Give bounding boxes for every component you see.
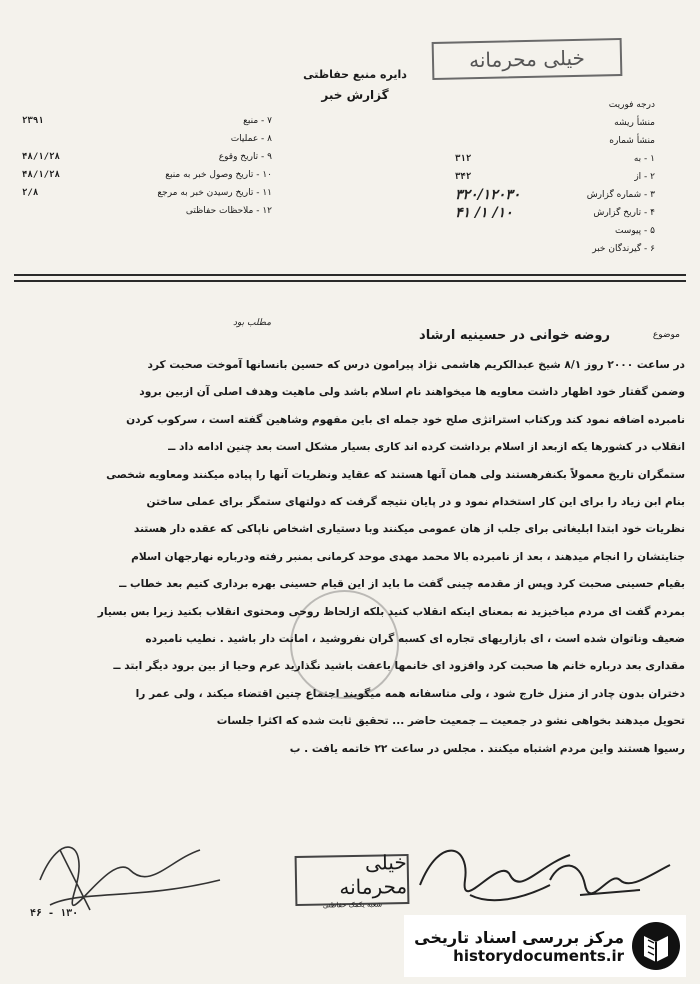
form-row — [455, 186, 655, 204]
body-line: جنایتشان را انجام میدهند ، بعد از نامبرده بالا محمد مهدی موحد کرمانی بمنبر رفته ودرباره نهارجهان اسلام — [131, 550, 685, 563]
form-value: ۴۸/۱/۲۸ — [22, 152, 60, 162]
stamp-main-text: خیلی محرمانه — [339, 850, 408, 900]
form-label: ۱ - به — [633, 154, 655, 164]
bottom-code: ۴۶ - ۱۳۰ — [30, 908, 79, 919]
form-label: ۹ - تاریخ وقوع — [218, 152, 272, 162]
form-label: ۱۱ - تاریخ رسیدن خبر به مرجع — [157, 188, 272, 198]
form-row — [455, 114, 655, 132]
form-label: ۲ - از — [634, 172, 655, 182]
classification-stamp-top: خیلی محرمانه — [432, 38, 623, 80]
form-label: ۶ - گیرندگان خبر — [592, 244, 655, 254]
form-row — [22, 166, 272, 184]
subject-text: روضه خوانی در حسینیه ارشاد — [419, 328, 610, 343]
form-row — [455, 168, 655, 186]
form-row — [22, 148, 272, 166]
form-row — [455, 150, 655, 168]
form-value: ۳۱۲ — [455, 154, 472, 164]
form-left-column — [22, 112, 272, 220]
signature-right — [540, 850, 680, 910]
body-line: نامبرده اضافه نمود کند ورکتاب استراتژی صلح خود جمله ای باین مفهوم وشاهین گفته است ، سرکوب کردن — [126, 413, 685, 426]
form-row — [22, 130, 272, 148]
body-line: بمردم گفت ای مردم میاخیزید نه بمعنای اینکه انقلاب کنید بلکه ازلحاظ روحی ومحتوی انقلاب بکنید زیرا بس بسیار — [97, 605, 685, 618]
form-row — [22, 184, 272, 202]
form-row — [455, 240, 655, 258]
body-line: بنام ابن زیاد را برای این کار استخدام نمود و در پایان نتیجه گرفت که دولتهای ستمگر برای عملی ساختن — [146, 496, 685, 509]
footer-org: مرکز بررسی اسناد تاریخی — [414, 927, 624, 947]
form-right-column — [455, 96, 655, 258]
form-row — [22, 202, 272, 220]
form-label: ۴ - تاریخ گزارش — [593, 208, 655, 218]
body-line: انقلاب در کشورها یکه ازبعد از اسلام برداشت کرده اند کاری بسیار مشکل است بعد چنین ادامه داد ــ — [168, 441, 685, 454]
body-line: مقداری بعد درباره خانم ها صحبت کرد وافزود ای خانمها باعفت باشید نگذارید عرم وحیا از بین برود دیگر ابتد ــ — [113, 660, 685, 673]
body-line: ضعیف وناتوان شده است ، ای بازاریهای تجاره ای کسبه گران نفروشید ، امانت دار باشید . نطیب نامبرده — [145, 633, 685, 646]
body-line: بقیام حسینی صحبت کرد وپس از مقدمه چینی گفت ما باید از این قیام حسینی بهره برداری کنیم بعد خطاب ــ — [119, 578, 685, 591]
form-value: ۴۸/۱/۲۸ — [22, 170, 60, 180]
report-number: ۳۲۰/۱۲۰۳۰ — [455, 187, 521, 203]
form-label: ۷ - منبع — [243, 116, 272, 126]
classification-stamp-bottom — [295, 850, 410, 910]
form-row — [455, 222, 655, 240]
form-label: ۸ - عملیات — [230, 134, 272, 144]
form-label: منشأ ریشه — [614, 118, 655, 128]
book-logo-icon — [630, 920, 682, 972]
form-label: ۱۰ - تاریخ وصول خبر به منبع — [165, 170, 272, 180]
department-title: دایره منبع حفاظتی — [303, 68, 407, 81]
body-line: تحویل میدهند بخواهی نشو در جمعیت ــ جمعیت حاضر ... تحقیق ثابت شده که اکثرا جلسات — [216, 715, 685, 728]
form-value: ۲/۸ — [22, 188, 39, 198]
form-row — [22, 112, 272, 130]
body-line: ستمگران تاریخ معمولاً بکنفرهستند ولی همان آنها هستند که عقاید ونظریات آنها را پیاده میکنند ومعاویه شخصی — [106, 468, 685, 481]
body-line: دختران بدون چادر از منزل خارج شود ، ولی متاسفانه همه میگویند اجتماع چنین اقتضاء میکند ، ولی عمر را — [135, 687, 685, 700]
stamp-sub-text: شعبه یکمک حفاظتی — [322, 900, 383, 910]
form-value: ۲۳۹۱ — [22, 116, 44, 126]
footer-url[interactable]: historydocuments.ir — [453, 946, 624, 965]
body-line: رسیوا هستند واین مردم اشتباه میکنند . مجلس در ساعت ۲۲ خاتمه یافت . ب — [289, 742, 685, 755]
body-line: در ساعت ۲۰۰۰ روز ۸/۱ شیخ عبدالکریم هاشمی نژاد پیرامون درس که حسین بانسانها آموخت صحبت کرد — [147, 359, 685, 371]
form-label: ۳ - شماره گزارش — [586, 190, 655, 200]
body-line: وضمن گفتار خود اظهار داشت معاویه ها میخواهند نام اسلام باشد ولی ماهیت وهدف اصلی آن ازبین برود — [139, 386, 685, 399]
form-value: ۳۴۲ — [455, 172, 472, 182]
report-body — [40, 352, 685, 763]
form-label: منشأ شماره — [609, 136, 655, 146]
form-label: درجه فوریت — [608, 100, 655, 110]
divider-line — [14, 274, 686, 276]
body-line: نظریات خود ابتدا ابلیغاتی برای جلب از هان عمومی میکنند وبا دستیاری اشخاص ناپاکی که عقده دار هستند — [133, 523, 685, 536]
form-row — [455, 204, 655, 222]
report-title: گزارش خبر — [321, 88, 389, 102]
form-row — [455, 132, 655, 150]
report-date: ۱۰/ ۱/ ۴۱ — [455, 205, 513, 221]
divider-line — [14, 280, 686, 282]
signature-left — [20, 810, 260, 920]
form-label: ۱۲ - ملاحظات حفاظتی — [185, 206, 272, 216]
form-row — [455, 96, 655, 114]
subject-label: موضوع — [652, 330, 680, 340]
footer-watermark — [404, 915, 686, 977]
footer-text — [414, 928, 630, 965]
form-label: ۵ - پیوست — [614, 226, 655, 236]
margin-note: مطلب بود — [232, 318, 272, 328]
